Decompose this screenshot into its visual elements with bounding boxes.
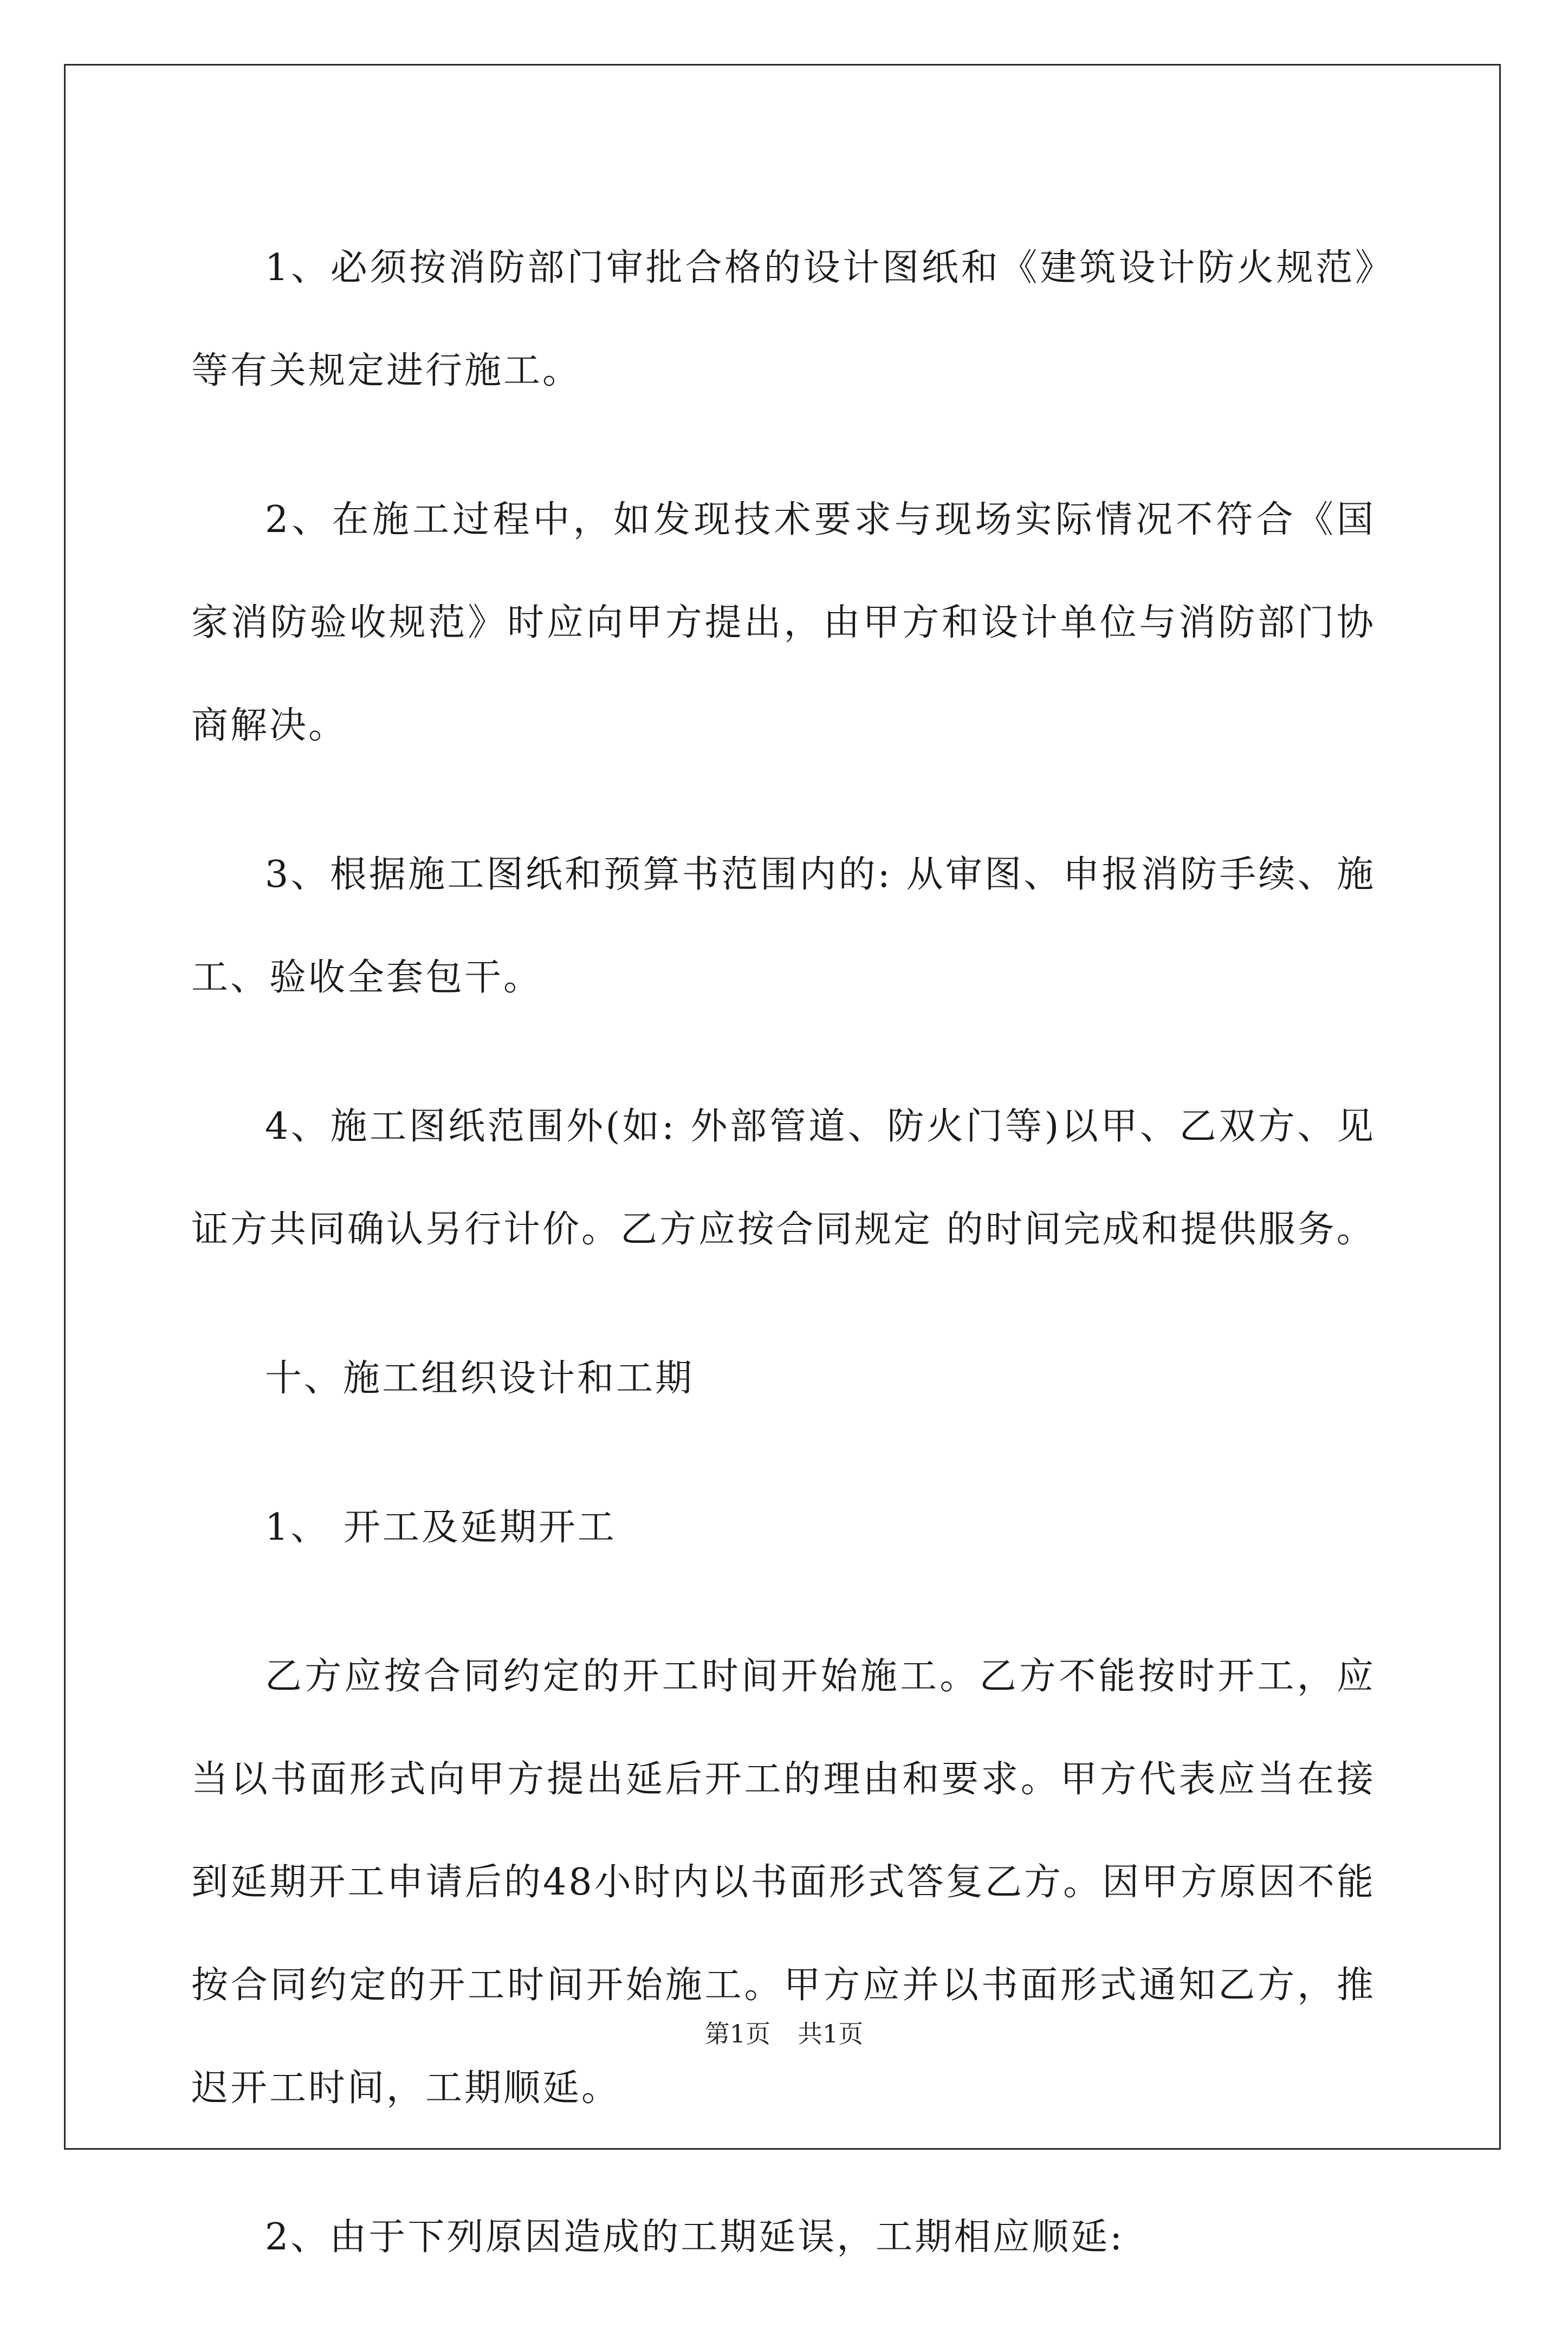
paragraph: 乙方应按合同约定的开工时间开始施工。乙方不能按时开工，应当以书面形式向甲方提出延后开工的理由和要求。甲方代表应当在接到延期开工申请后的48小时内以书面形式答复乙方。因甲方原因不能按合同约定的开工时间开始施工。甲方应并以书面形式通知乙方，推迟开工时间，工期顺延。 bbox=[191, 1655, 1376, 2110]
page-number-current: 第1页 bbox=[704, 2019, 770, 2048]
paragraph: 4、施工图纸范围外(如: 外部管道、防火门等)以甲、乙双方、见证方共同确认另行计价。乙方应按合同规定 的时间完成和提供服务。 bbox=[191, 1105, 1376, 1251]
paragraph: 2、由于下列原因造成的工期延误，工期相应顺延: bbox=[265, 2216, 1125, 2259]
paragraph: 3、根据施工图纸和预算书范围内的: 从审图、申报消防手续、施工、验收全套包干。 bbox=[191, 853, 1376, 999]
paragraph: 2、在施工过程中，如发现技术要求与现场实际情况不符合《国家消防验收规范》时应向甲方提出，由甲方和设计单位与消防部门协商解决。 bbox=[191, 498, 1376, 747]
paragraph: 1、必须按消防部门审批合格的设计图纸和《建筑设计防火规范》等有关规定进行施工。 bbox=[191, 247, 1376, 392]
subsection-heading: 1、 开工及延期开工 bbox=[265, 1506, 617, 1549]
section-heading: 十、施工组织设计和工期 bbox=[265, 1357, 695, 1400]
page-number-total: 共1页 bbox=[798, 2019, 864, 2048]
page-footer bbox=[0, 2014, 1568, 2050]
